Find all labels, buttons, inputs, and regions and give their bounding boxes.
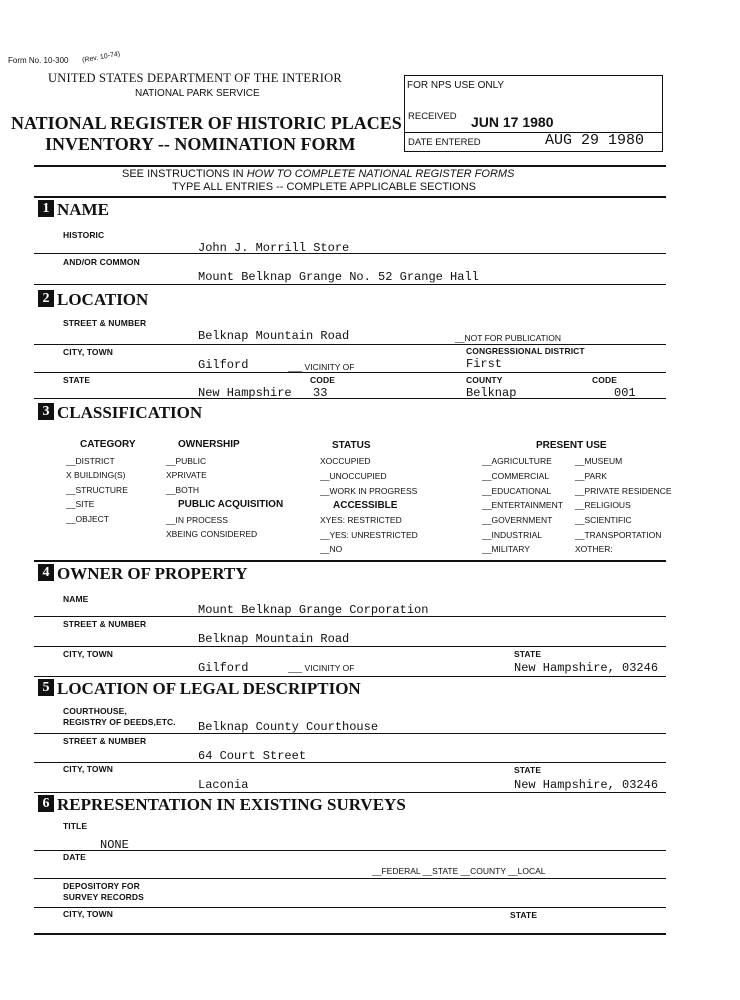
section-2-number: 2 [38,290,54,307]
courthouse-label-2: REGISTRY OF DEEDS,ETC. [63,717,176,727]
street-value: Belknap Mountain Road [198,329,350,343]
legal-street-line [34,762,666,763]
city-line [34,372,666,373]
status-occupied: XOCCUPIED [320,456,371,466]
date-entered-stamp: AUG 29 1980 [545,132,645,149]
use-military: __MILITARY [482,544,530,554]
section-5-title: LOCATION OF LEGAL DESCRIPTION [57,679,361,698]
owner-city-label: CITY, TOWN [63,649,113,659]
legal-street-label: STREET & NUMBER [63,736,147,746]
congressional-label: CONGRESSIONAL DISTRICT [466,346,585,356]
owner-street-line [34,646,666,647]
acquisition-header: PUBLIC ACQUISITION [178,499,284,510]
survey-title-value: NONE [100,838,129,852]
section-3-number: 3 [38,403,54,420]
instructions-line1 [122,168,514,180]
category-structure: __STRUCTURE [66,485,128,495]
use-educational: __EDUCATIONAL [482,486,552,496]
instructions-prefix: SEE INSTRUCTIONS IN [122,168,247,180]
status-unoccupied: __UNOCCUPIED [320,471,387,481]
legal-street-value: 64 Court Street [198,749,307,763]
owner-name-value: Mount Belknap Grange Corporation [198,603,429,617]
owner-city-value: Gilford [198,661,249,675]
survey-date-label: DATE [63,852,86,862]
survey-city-line [34,933,666,935]
county-label: COUNTY [466,375,503,385]
ownership-public: __PUBLIC [166,456,207,466]
category-building: X BUILDING(S) [66,470,126,480]
status-header: STATUS [332,440,371,451]
depository-line [34,907,666,908]
congressional-value: First [466,357,503,371]
use-park: __PARK [575,471,607,481]
form-title-line1: NATIONAL REGISTER OF HISTORIC PLACES [11,113,402,133]
accessible-no: __NO [320,544,343,554]
use-industrial: __INDUSTRIAL [482,530,542,540]
category-site: __SITE [66,499,95,509]
use-transportation: __TRANSPORTATION [575,530,662,540]
owner-street-label: STREET & NUMBER [63,619,147,629]
present-use-header: PRESENT USE [536,440,607,451]
section-2-heading [38,290,148,310]
courthouse-value: Belknap County Courthouse [198,720,379,734]
county-code-label: CODE [592,375,617,385]
legal-state-value: New Hampshire, 03246 [514,778,659,792]
courthouse-line [34,733,666,734]
form-number: Form No. 10-300 [8,56,69,65]
use-government: __GOVERNMENT [482,515,553,525]
vicinity-of: ___ VICINITY OF [288,362,355,372]
section-2-title: LOCATION [57,290,149,309]
received-label: RECEIVED [408,111,457,122]
ownership-header: OWNERSHIP [178,439,240,450]
state-code-label: CODE [310,375,335,385]
accessible-header: ACCESSIBLE [333,500,398,511]
section-6-heading [38,795,406,815]
county-value: Belknap [466,386,517,400]
owner-name-label: NAME [63,594,89,604]
instructions-emphasis: HOW TO COMPLETE NATIONAL REGISTER FORMS [246,168,515,180]
service-name: NATIONAL PARK SERVICE [135,88,260,99]
not-for-publication: __NOT FOR PUBLICATION [455,333,561,343]
date-entered-label: DATE ENTERED [408,137,481,148]
ownership-private: XPRIVATE [166,470,207,480]
section-1-number: 1 [38,200,54,217]
survey-title-label: TITLE [63,821,88,831]
category-object: __OBJECT [66,514,109,524]
historic-line [34,253,666,254]
owner-vicinity-of: ___ VICINITY OF [288,663,355,673]
owner-street-value: Belknap Mountain Road [198,632,350,646]
common-line [34,284,666,285]
depository-label-2: SURVEY RECORDS [63,892,144,902]
historic-label: HISTORIC [63,230,105,240]
owner-state-label: STATE [514,649,542,659]
city-value: Gilford [198,358,249,372]
use-agriculture: __AGRICULTURE [482,456,552,466]
owner-state-value: New Hampshire, 03246 [514,661,659,675]
nps-box-title: FOR NPS USE ONLY [407,80,505,91]
section-5-heading [38,679,361,699]
use-commercial: __COMMERCIAL [482,471,550,481]
section-4-rule [34,560,666,562]
city-label: CITY, TOWN [63,347,113,357]
use-private-residence: __PRIVATE RESIDENCE [575,486,672,496]
county-code-value: 001 [614,386,636,400]
survey-city-label: CITY, TOWN [63,909,113,919]
use-religious: __RELIGIOUS [575,500,631,510]
section-1-rule [34,196,666,198]
ownership-both: __BOTH [166,485,200,495]
legal-city-line [34,792,666,793]
owner-name-line [34,616,666,617]
survey-levels: __FEDERAL __STATE __COUNTY __LOCAL [372,866,546,876]
use-scientific: __SCIENTIFIC [575,515,632,525]
street-line [34,344,666,345]
state-label: STATE [63,375,91,385]
department-name: UNITED STATES DEPARTMENT OF THE INTERIOR [48,71,342,85]
section-4-title: OWNER OF PROPERTY [57,564,248,583]
received-stamp: JUN 17 1980 [471,114,554,130]
instructions-line2: TYPE ALL ENTRIES -- COMPLETE APPLICABLE SECTIONS [172,181,477,193]
section-1-heading [38,200,109,220]
legal-city-label: CITY, TOWN [63,764,113,774]
survey-state-label: STATE [510,910,538,920]
acquisition-in-process: __IN PROCESS [166,515,228,525]
acquisition-being-considered: XBEING CONSIDERED [166,529,258,539]
courthouse-label-1: COURTHOUSE, [63,706,127,716]
section-3-heading [38,403,202,423]
common-value: Mount Belknap Grange No. 52 Grange Hall [198,270,479,284]
state-line [34,398,666,399]
common-label: AND/OR COMMON [63,257,140,267]
section-5-number: 5 [38,679,54,696]
owner-city-line [34,676,666,677]
use-other: XOTHER: [575,544,613,554]
form-revision: (Rev. 10-74) [81,50,121,65]
depository-label-1: DEPOSITORY FOR [63,881,140,891]
category-district: __DISTRICT [66,456,115,466]
nps-use-box [404,75,663,152]
section-6-title: REPRESENTATION IN EXISTING SURVEYS [57,795,406,814]
state-code-value: 33 [313,386,328,400]
accessible-unrestricted: __YES: UNRESTRICTED [320,530,418,540]
section-1-title: NAME [57,200,109,219]
section-4-number: 4 [38,564,54,581]
legal-state-label: STATE [514,765,542,775]
status-work-in-progress: __WORK IN PROGRESS [320,486,418,496]
header-rule [34,165,666,167]
street-label: STREET & NUMBER [63,318,147,328]
historic-value: John J. Morrill Store [198,241,350,255]
accessible-restricted: XYES: RESTRICTED [320,515,402,525]
section-3-title: CLASSIFICATION [57,403,203,422]
legal-city-value: Laconia [198,778,249,792]
use-museum: __MUSEUM [575,456,623,466]
state-value: New Hampshire [198,386,292,400]
section-4-heading [38,564,248,584]
survey-date-line [34,878,666,879]
section-6-number: 6 [38,795,54,812]
category-header: CATEGORY [80,439,136,450]
form-title-line2: INVENTORY -- NOMINATION FORM [45,134,356,154]
use-entertainment: __ENTERTAINMENT [482,500,563,510]
survey-title-line [34,850,666,851]
